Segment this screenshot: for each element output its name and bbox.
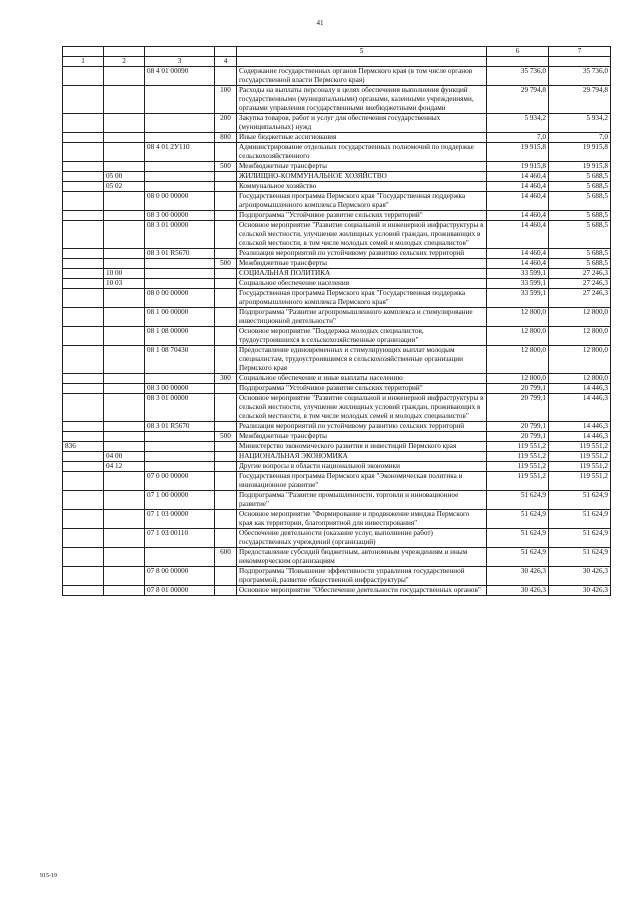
cell-expense-type (215, 422, 237, 432)
column-number-7 (549, 57, 611, 67)
cell-amount-2019: 33 599,1 (487, 279, 549, 289)
table-row (63, 269, 611, 279)
document-code: 915-19 (40, 873, 57, 879)
cell-amount-2019: 7,0 (487, 133, 549, 143)
cell-section (104, 162, 145, 172)
cell-target-article: 08 3 01 R5670 (145, 249, 215, 259)
cell-section (104, 67, 145, 86)
cell-expense-type (215, 249, 237, 259)
table-row (63, 548, 611, 567)
cell-amount-2020: 51 624,9 (549, 510, 611, 529)
table-row (63, 491, 611, 510)
table-row (63, 249, 611, 259)
table-row (63, 422, 611, 432)
cell-kvsr (63, 472, 104, 491)
cell-amount-2020: 12 800,0 (549, 308, 611, 327)
header-col-2 (104, 47, 145, 57)
cell-section (104, 472, 145, 491)
cell-section (104, 384, 145, 394)
cell-section (104, 422, 145, 432)
cell-kvsr (63, 432, 104, 442)
cell-name: Содержание государственных органов Пермского края (в том числе органов государственной власти Пермского края) (237, 67, 487, 86)
cell-amount-2020: 5 688,5 (549, 259, 611, 269)
cell-target-article: 08 4 01 00090 (145, 67, 215, 86)
header-row-numbers (63, 57, 611, 67)
cell-kvsr (63, 143, 104, 162)
cell-amount-2019: 119 551,2 (487, 462, 549, 472)
cell-target-article: 08 0 00 00000 (145, 192, 215, 211)
cell-amount-2020: 19 915,8 (549, 143, 611, 162)
cell-amount-2019: 119 551,2 (487, 472, 549, 491)
cell-expense-type (215, 269, 237, 279)
cell-amount-2020: 12 800,0 (549, 374, 611, 384)
cell-expense-type: 100 (215, 86, 237, 114)
cell-expense-type (215, 491, 237, 510)
table-row (63, 346, 611, 374)
table-row (63, 114, 611, 133)
cell-section: 04 12 (104, 462, 145, 472)
cell-target-article (145, 259, 215, 269)
cell-amount-2020: 19 915,8 (549, 162, 611, 172)
table-row (63, 259, 611, 269)
cell-amount-2019: 20 799,1 (487, 422, 549, 432)
cell-kvsr (63, 462, 104, 472)
cell-target-article: 08 1 00 00000 (145, 308, 215, 327)
cell-section (104, 221, 145, 249)
cell-expense-type: 300 (215, 374, 237, 384)
cell-amount-2020: 5 688,5 (549, 182, 611, 192)
cell-target-article (145, 114, 215, 133)
cell-name: Основное мероприятие "Формирование и продвижение имиджа Пермского края как территории, благоприятной для инвестирования" (237, 510, 487, 529)
cell-section: 04 00 (104, 452, 145, 462)
cell-section (104, 86, 145, 114)
cell-name: Подпрограмма "Развитие агропромышленного комплекса и стимулирование инвестиционной деятельности" (237, 308, 487, 327)
cell-target-article: 07 1 00 00000 (145, 491, 215, 510)
cell-amount-2019: 19 915,8 (487, 162, 549, 172)
cell-kvsr (63, 67, 104, 86)
cell-name: Межбюджетные трансферты (237, 432, 487, 442)
cell-expense-type: 600 (215, 548, 237, 567)
cell-amount-2019: 12 800,0 (487, 327, 549, 346)
cell-name: Закупка товаров, работ и услуг для обеспечения государственных (муниципальных) нужд (237, 114, 487, 133)
cell-section (104, 289, 145, 308)
cell-kvsr (63, 346, 104, 374)
cell-kvsr (63, 394, 104, 422)
table-row (63, 86, 611, 114)
cell-section: 10 00 (104, 269, 145, 279)
cell-section (104, 259, 145, 269)
cell-amount-2019: 14 460,4 (487, 182, 549, 192)
cell-kvsr (63, 384, 104, 394)
cell-section (104, 114, 145, 133)
column-number-4: 4 (215, 57, 237, 67)
cell-amount-2019: 20 799,1 (487, 432, 549, 442)
table-row (63, 221, 611, 249)
cell-expense-type (215, 289, 237, 308)
cell-name: Социальное обеспечение и иные выплаты населению (237, 374, 487, 384)
cell-kvsr (63, 269, 104, 279)
cell-target-article: 08 1 08 00000 (145, 327, 215, 346)
cell-amount-2020: 14 446,3 (549, 384, 611, 394)
cell-name: Коммунальное хозяйство (237, 182, 487, 192)
cell-amount-2020: 5 688,5 (549, 192, 611, 211)
cell-kvsr (63, 86, 104, 114)
header-row-top (63, 47, 611, 57)
cell-amount-2019: 51 624,9 (487, 510, 549, 529)
cell-target-article: 08 1 08 70430 (145, 346, 215, 374)
cell-amount-2020: 119 551,2 (549, 452, 611, 462)
table-row (63, 529, 611, 548)
cell-name: Основное мероприятие "Развитие социальной и инженерной инфраструктуры в сельской местности, улучшение жилищных условий граждан, проживающих в сельской местности, в том числе молодых семей и молодых специалистов" (237, 221, 487, 249)
cell-name: Межбюджетные трансферты (237, 162, 487, 172)
cell-amount-2020: 14 446,3 (549, 422, 611, 432)
cell-target-article: 07 0 00 00000 (145, 472, 215, 491)
cell-amount-2019: 29 794,8 (487, 86, 549, 114)
cell-amount-2019: 14 460,4 (487, 221, 549, 249)
table-row (63, 192, 611, 211)
cell-expense-type (215, 462, 237, 472)
cell-section: 05 00 (104, 172, 145, 182)
cell-name: Иные бюджетные ассигнования (237, 133, 487, 143)
cell-target-article: 08 3 01 R5670 (145, 422, 215, 432)
table-row (63, 162, 611, 172)
cell-target-article: 08 3 01 00000 (145, 394, 215, 422)
cell-amount-2019: 51 624,9 (487, 529, 549, 548)
cell-section (104, 529, 145, 548)
column-number-6 (487, 57, 549, 67)
cell-expense-type (215, 211, 237, 221)
cell-kvsr (63, 422, 104, 432)
cell-name: Государственная программа Пермского края "Государственная поддержка агропромышленного комплекса Пермского края" (237, 289, 487, 308)
cell-section (104, 394, 145, 422)
header-col-4 (215, 47, 237, 57)
cell-expense-type (215, 172, 237, 182)
cell-kvsr (63, 172, 104, 182)
table-row (63, 510, 611, 529)
cell-expense-type (215, 586, 237, 596)
cell-amount-2019: 51 624,9 (487, 491, 549, 510)
cell-amount-2020: 30 426,3 (549, 586, 611, 596)
cell-amount-2020: 12 800,0 (549, 346, 611, 374)
cell-target-article (145, 462, 215, 472)
table-row (63, 472, 611, 491)
cell-target-article (145, 374, 215, 384)
cell-amount-2020: 35 736,0 (549, 67, 611, 86)
cell-section (104, 211, 145, 221)
cell-section (104, 133, 145, 143)
table-row (63, 462, 611, 472)
cell-amount-2019: 119 551,2 (487, 442, 549, 452)
header-col-3 (145, 47, 215, 57)
cell-target-article: 08 3 00 00000 (145, 211, 215, 221)
cell-kvsr (63, 221, 104, 249)
cell-name: ЖИЛИЩНО-КОММУНАЛЬНОЕ ХОЗЯЙСТВО (237, 172, 487, 182)
cell-amount-2020: 27 246,3 (549, 269, 611, 279)
cell-target-article (145, 86, 215, 114)
cell-target-article (145, 279, 215, 289)
cell-target-article: 08 3 01 00000 (145, 221, 215, 249)
table-row (63, 279, 611, 289)
cell-section (104, 510, 145, 529)
table-row (63, 567, 611, 586)
cell-amount-2020: 29 794,8 (549, 86, 611, 114)
cell-name: Основное мероприятие "Обеспечение деятельности государственных органов" (237, 586, 487, 596)
cell-amount-2020: 12 800,0 (549, 327, 611, 346)
cell-target-article: 07 8 00 00000 (145, 567, 215, 586)
cell-kvsr (63, 259, 104, 269)
table-row (63, 133, 611, 143)
cell-name: СОЦИАЛЬНАЯ ПОЛИТИКА (237, 269, 487, 279)
cell-amount-2019: 14 460,4 (487, 172, 549, 182)
cell-name: Администрирование отдельных государственных полномочий по поддержке сельскохозяйственного (237, 143, 487, 162)
table-row (63, 67, 611, 86)
cell-amount-2020: 14 446,3 (549, 432, 611, 442)
cell-kvsr (63, 162, 104, 172)
cell-target-article: 07 8 01 00000 (145, 586, 215, 596)
cell-amount-2019: 35 736,0 (487, 67, 549, 86)
cell-target-article (145, 162, 215, 172)
cell-expense-type (215, 327, 237, 346)
cell-kvsr (63, 289, 104, 308)
cell-section (104, 548, 145, 567)
cell-name: Подпрограмма "Устойчивое развитие сельских территорий" (237, 384, 487, 394)
cell-kvsr (63, 279, 104, 289)
cell-name: Подпрограмма "Повышение эффективности управления государственной программой, развитие общественной инфраструктуры" (237, 567, 487, 586)
cell-expense-type (215, 308, 237, 327)
cell-kvsr (63, 374, 104, 384)
cell-expense-type: 200 (215, 114, 237, 133)
cell-expense-type: 800 (215, 133, 237, 143)
cell-target-article: 08 3 00 00000 (145, 384, 215, 394)
cell-amount-2019: 19 915,8 (487, 143, 549, 162)
cell-kvsr: 836 (63, 442, 104, 452)
table-row (63, 289, 611, 308)
cell-target-article: 07 1 03 00000 (145, 510, 215, 529)
cell-kvsr (63, 491, 104, 510)
header-col-1 (63, 47, 104, 57)
cell-amount-2020: 119 551,2 (549, 462, 611, 472)
cell-name: Основное мероприятие "Поддержка молодых специалистов, трудоустроившихся в сельскохозяйственные организации" (237, 327, 487, 346)
cell-name: Реализация мероприятий по устойчивому развитию сельских территорий (237, 422, 487, 432)
cell-name: Государственная программа Пермского края "Экономическая политика и инновационное развитие" (237, 472, 487, 491)
table-row (63, 374, 611, 384)
table-row (63, 327, 611, 346)
cell-expense-type (215, 442, 237, 452)
cell-target-article (145, 432, 215, 442)
cell-amount-2020: 7,0 (549, 133, 611, 143)
cell-expense-type (215, 182, 237, 192)
cell-target-article: 08 4 01 2У110 (145, 143, 215, 162)
cell-name: Подпрограмма "Устойчивое развитие сельских территорий" (237, 211, 487, 221)
cell-amount-2020: 27 246,3 (549, 289, 611, 308)
cell-kvsr (63, 249, 104, 259)
cell-section (104, 567, 145, 586)
header-col-7: 7 (549, 47, 611, 57)
cell-target-article (145, 548, 215, 567)
cell-kvsr (63, 510, 104, 529)
cell-amount-2019: 14 460,4 (487, 192, 549, 211)
table-row (63, 172, 611, 182)
cell-amount-2020: 14 446,3 (549, 394, 611, 422)
cell-amount-2019: 33 599,1 (487, 289, 549, 308)
cell-target-article (145, 182, 215, 192)
cell-target-article (145, 172, 215, 182)
cell-expense-type (215, 67, 237, 86)
cell-amount-2019: 12 800,0 (487, 308, 549, 327)
cell-amount-2019: 20 799,1 (487, 384, 549, 394)
cell-amount-2019: 51 624,9 (487, 548, 549, 567)
cell-name: Подпрограмма "Развитие промышленности, торговли и инновационное развитие" (237, 491, 487, 510)
cell-amount-2020: 119 551,2 (549, 442, 611, 452)
cell-amount-2020: 30 426,3 (549, 567, 611, 586)
cell-amount-2020: 119 551,2 (549, 472, 611, 491)
cell-section (104, 491, 145, 510)
cell-section (104, 432, 145, 442)
cell-amount-2020: 5 688,5 (549, 249, 611, 259)
budget-table (62, 46, 611, 596)
table-row (63, 442, 611, 452)
cell-name: Предоставление субсидий бюджетным, автономным учреждениям и иным некоммерческим организациям (237, 548, 487, 567)
cell-target-article (145, 269, 215, 279)
cell-section (104, 327, 145, 346)
cell-name: Государственная программа Пермского края "Государственная поддержка агропромышленного комплекса Пермского края" (237, 192, 487, 211)
cell-amount-2019: 5 934,2 (487, 114, 549, 133)
column-number-5 (237, 57, 487, 67)
cell-kvsr (63, 567, 104, 586)
cell-section (104, 249, 145, 259)
cell-target-article (145, 133, 215, 143)
cell-section (104, 442, 145, 452)
cell-expense-type (215, 472, 237, 491)
cell-kvsr (63, 327, 104, 346)
cell-name: Основное мероприятие "Развитие социальной и инженерной инфраструктуры в сельской местности, улучшение жилищных условий граждан, проживающих в сельской местности, в том числе молодых семей и молодых специалистов" (237, 394, 487, 422)
cell-section (104, 374, 145, 384)
cell-kvsr (63, 308, 104, 327)
cell-kvsr (63, 548, 104, 567)
cell-amount-2019: 119 551,2 (487, 452, 549, 462)
column-number-1: 1 (63, 57, 104, 67)
cell-section (104, 346, 145, 374)
cell-name: Межбюджетные трансферты (237, 259, 487, 269)
cell-amount-2019: 14 460,4 (487, 211, 549, 221)
cell-name: Реализация мероприятий по устойчивому развитию сельских территорий (237, 249, 487, 259)
cell-section (104, 143, 145, 162)
column-number-3: 3 (145, 57, 215, 67)
table-row (63, 432, 611, 442)
table-row (63, 452, 611, 462)
cell-section (104, 192, 145, 211)
cell-kvsr (63, 114, 104, 133)
cell-amount-2019: 12 800,0 (487, 374, 549, 384)
cell-name: Министерство экономического развития и инвестиций Пермского края (237, 442, 487, 452)
cell-name: Расходы на выплаты персоналу в целях обеспечения выполнения функций государственными (муниципальными) органами, казенными учреждениями, органами управления государственными внебюджетными фондами (237, 86, 487, 114)
cell-amount-2020: 5 688,5 (549, 211, 611, 221)
cell-expense-type (215, 452, 237, 462)
cell-amount-2019: 30 426,3 (487, 586, 549, 596)
cell-amount-2020: 5 688,5 (549, 221, 611, 249)
cell-kvsr (63, 529, 104, 548)
cell-section (104, 308, 145, 327)
header-col-6: 6 (487, 47, 549, 57)
cell-kvsr (63, 133, 104, 143)
cell-expense-type (215, 394, 237, 422)
table-row (63, 182, 611, 192)
cell-section (104, 586, 145, 596)
cell-amount-2019: 30 426,3 (487, 567, 549, 586)
cell-expense-type (215, 221, 237, 249)
cell-amount-2019: 33 599,1 (487, 269, 549, 279)
cell-target-article: 08 0 00 00000 (145, 289, 215, 308)
table-row (63, 143, 611, 162)
table-row (63, 308, 611, 327)
cell-amount-2020: 51 624,9 (549, 529, 611, 548)
cell-amount-2020: 51 624,9 (549, 491, 611, 510)
cell-name: НАЦИОНАЛЬНАЯ ЭКОНОМИКА (237, 452, 487, 462)
cell-amount-2020: 51 624,9 (549, 548, 611, 567)
cell-expense-type (215, 510, 237, 529)
cell-expense-type (215, 143, 237, 162)
cell-target-article: 07 1 03 00110 (145, 529, 215, 548)
cell-expense-type (215, 567, 237, 586)
cell-expense-type (215, 192, 237, 211)
cell-kvsr (63, 192, 104, 211)
table-row (63, 586, 611, 596)
table-row (63, 384, 611, 394)
cell-target-article (145, 442, 215, 452)
cell-kvsr (63, 452, 104, 462)
cell-name: Обеспечение деятельности (оказание услуг, выполнение работ) государственных учреждений (организаций) (237, 529, 487, 548)
cell-kvsr (63, 211, 104, 221)
page-number: 41 (316, 19, 324, 27)
cell-kvsr (63, 182, 104, 192)
cell-amount-2019: 14 460,4 (487, 249, 549, 259)
cell-amount-2019: 12 800,0 (487, 346, 549, 374)
cell-name: Другие вопросы в области национальной экономики (237, 462, 487, 472)
cell-amount-2019: 20 799,1 (487, 394, 549, 422)
cell-section: 10 03 (104, 279, 145, 289)
table-row (63, 394, 611, 422)
column-number-2: 2 (104, 57, 145, 67)
cell-expense-type: 500 (215, 432, 237, 442)
cell-kvsr (63, 586, 104, 596)
cell-amount-2020: 5 688,5 (549, 172, 611, 182)
cell-expense-type (215, 529, 237, 548)
cell-name: Социальное обеспечение населения (237, 279, 487, 289)
cell-expense-type: 500 (215, 259, 237, 269)
cell-amount-2020: 27 246,3 (549, 279, 611, 289)
cell-expense-type (215, 279, 237, 289)
cell-amount-2019: 14 460,4 (487, 259, 549, 269)
cell-expense-type (215, 346, 237, 374)
cell-section: 05 02 (104, 182, 145, 192)
cell-amount-2020: 5 934,2 (549, 114, 611, 133)
cell-target-article (145, 452, 215, 462)
cell-expense-type: 500 (215, 162, 237, 172)
cell-expense-type (215, 384, 237, 394)
header-col-5: 5 (237, 47, 487, 57)
table-row (63, 211, 611, 221)
cell-name: Предоставление единовременных и стимулирующих выплат молодым специалистам, трудоустроившимся в сельскохозяйственные организации Пермского края (237, 346, 487, 374)
